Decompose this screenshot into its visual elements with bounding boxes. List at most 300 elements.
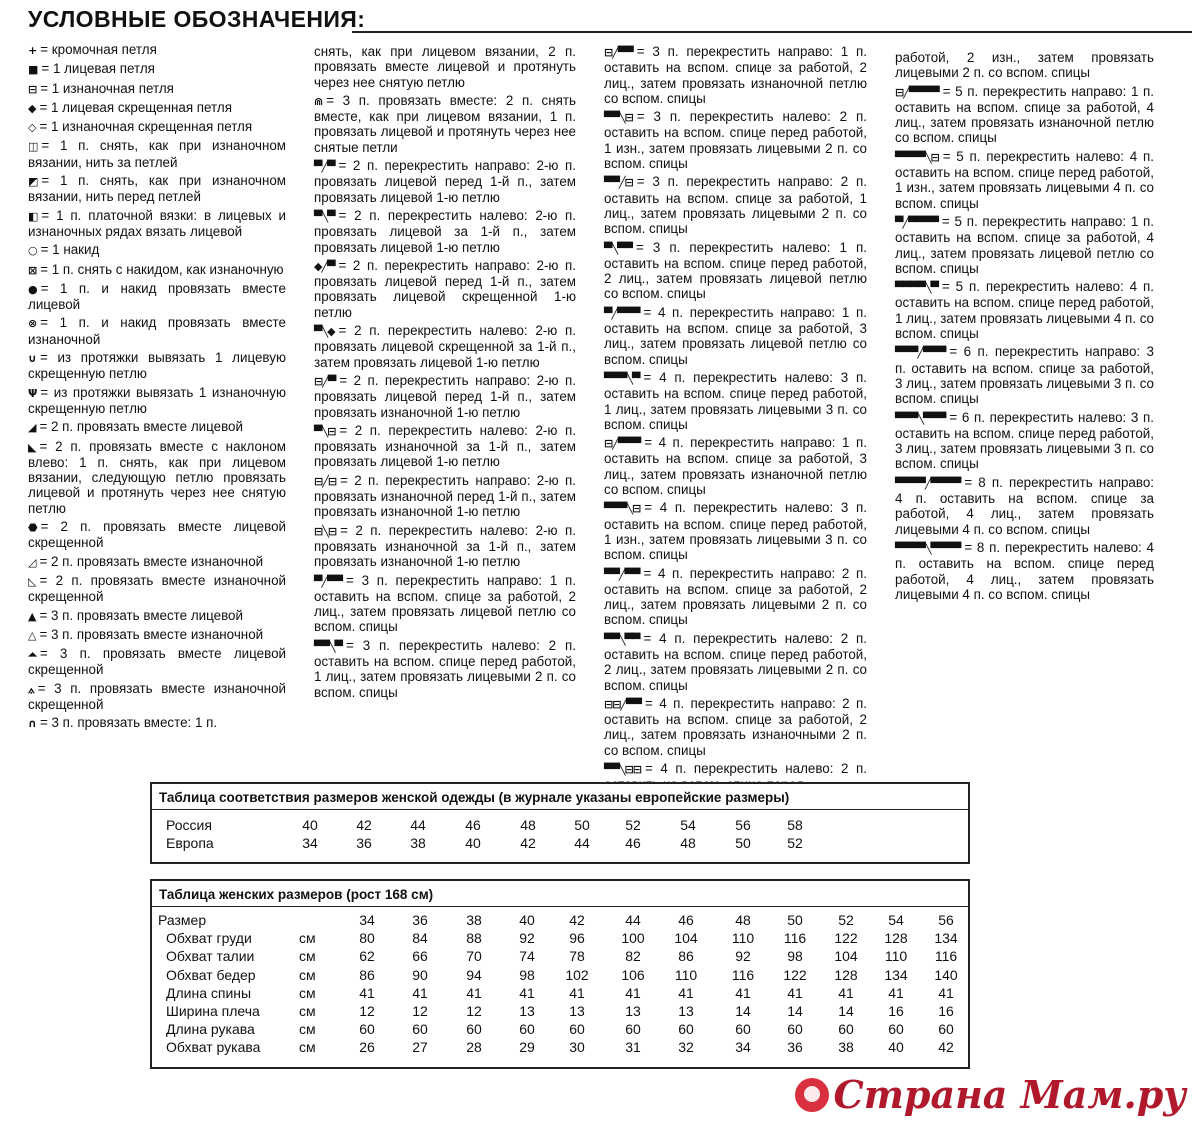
- stitch-symbol-icon: ⊟╱▀▀▀▀: [895, 85, 939, 99]
- table-cell: 60: [569, 1021, 585, 1038]
- stitch-symbol-icon: ▀▀╲▀: [314, 639, 343, 653]
- table-cell: 38: [838, 1039, 854, 1056]
- legend-text: = 3 п. перекрестить налево: 1 п. оставить на вспом. спице перед работой, 2 лиц., затем провязать лицевой петлю со вспом. спицы: [604, 239, 867, 302]
- legend-text: = 3 п. перекрестить направо: 1 п. оставить на вспом. спице за работой, 2 лиц., затем провязать изнаночной петлю со вспом. спицы: [604, 44, 867, 106]
- table-row: [152, 929, 968, 947]
- legend-entry: [28, 554, 286, 570]
- legend-text: = 4 п. перекрестить направо: 2 п. оставить на вспом. спице за работой, 2 лиц., затем провязать лицевыми 2 п. со вспом. спицы: [604, 565, 867, 628]
- table-cell: 40: [888, 1039, 904, 1056]
- row-label: Обхват рукава: [166, 1039, 261, 1056]
- table-cell: 50: [574, 817, 590, 833]
- table-cell: 41: [787, 984, 803, 1001]
- legend-text: = 4 п. перекрестить налево: 3 п. оставить на вспом. спице перед работой, 1 изн., затем провязать лицевыми 3 п. со вспом. спицы: [604, 500, 867, 563]
- legend-entry: [604, 631, 867, 693]
- legend-text: = 5 п. перекрестить налево: 4 п. оставить на вспом. спице перед работой, 1 лиц., затем провязать лицевыми 4 п. со вспом. спицы: [895, 279, 1154, 342]
- legend-entry: [895, 475, 1154, 537]
- legend-entry: [604, 696, 867, 758]
- legend-entry: [895, 149, 1154, 211]
- table-cell: 32: [678, 1039, 694, 1056]
- logo-text: Страна Мам.ру: [833, 1072, 1186, 1117]
- legend-entry: [28, 119, 286, 135]
- legend-text: = 1 лицевая скрещенная петля: [39, 99, 232, 115]
- row-label: Россия: [166, 817, 212, 833]
- table-cell: 134: [884, 966, 908, 983]
- row-label: Обхват груди: [166, 930, 252, 947]
- table-cell: 12: [412, 1002, 428, 1019]
- legend-entry: [314, 258, 576, 320]
- table-cell: 41: [569, 984, 585, 1001]
- table-cell: 60: [888, 1021, 904, 1038]
- stitch-symbol-icon: ○: [28, 244, 37, 258]
- legend-entry: [604, 305, 867, 367]
- table-cell: 62: [359, 948, 375, 965]
- legend-entry: [28, 627, 286, 643]
- table-cell: 96: [569, 930, 585, 947]
- table-cell: 66: [412, 948, 428, 965]
- legend-text: = 6 п. перекрестить направо: 3 п. оставить на вспом. спице за работой, 3 лиц., затем провязать лицевыми 3 п. со вспом. спицы: [895, 344, 1154, 407]
- legend-entry: [895, 50, 1154, 81]
- size-header-cell: 46: [678, 912, 694, 928]
- table-cell: 13: [678, 1002, 694, 1019]
- row-label: Европа: [166, 835, 214, 851]
- table-cell: 41: [412, 984, 428, 1001]
- legend-text: = 3 п. провязать вместе изнаночной: [39, 626, 264, 642]
- legend-text: = 1 изнаночная петля: [40, 80, 174, 96]
- table-cell: 36: [356, 835, 372, 851]
- women-sizes-title: Таблица женских размеров (рост 168 см): [152, 881, 968, 907]
- unit-label: см: [299, 1039, 316, 1056]
- legend-text: = 4 п. перекрестить направо: 2 п. оставить на вспом. спице за работой, 2 лиц., затем провязать изнаночными 2 п. со вспом. спицы: [604, 695, 867, 758]
- table-cell: 58: [787, 817, 803, 833]
- legend-entry: [314, 573, 576, 635]
- size-correspondence-rows: [152, 810, 968, 852]
- table-cell: 86: [678, 948, 694, 965]
- legend-text: = 3 п. перекрестить направо: 2 п. оставить на вспом. спице за работой, 1 лиц., затем провязать лицевыми 2 п. со вспом. спицы: [604, 174, 867, 237]
- table-cell: 16: [938, 1002, 954, 1019]
- legend-entry: [604, 566, 867, 628]
- table-row: [152, 966, 968, 984]
- size-header-cell: 54: [888, 912, 904, 928]
- site-logo: [795, 1072, 1186, 1117]
- legend-text: = кромочная петля: [40, 42, 157, 57]
- stitch-symbol-icon: ▀▀╱▀▀: [604, 567, 640, 581]
- legend-text: = 5 п. перекрестить налево: 4 п. оставить на вспом. спице перед работой, 1 изн., затем провязать лицевыми 4 п. со вспом. спицы: [895, 148, 1154, 211]
- table-cell: 13: [569, 1002, 585, 1019]
- legend-entry: [604, 44, 867, 106]
- table-cell: 14: [838, 1002, 854, 1019]
- size-header-cell: 34: [359, 912, 375, 928]
- legend-entry: [314, 208, 576, 255]
- table-cell: 110: [731, 930, 755, 947]
- legend-text: = 5 п. перекрестить направо: 1 п. оставить на вспом. спице за работой, 4 лиц., затем провязать изнаночной петлю со вспом. спицы: [895, 83, 1154, 146]
- stitch-symbol-icon: ⊟: [28, 82, 37, 96]
- legend-column-3: [604, 44, 867, 796]
- legend-entry: [28, 608, 286, 624]
- table-cell: 98: [787, 948, 803, 965]
- legend-entry: [28, 100, 286, 116]
- size-header-cell: 42: [569, 912, 585, 928]
- table-cell: 106: [621, 966, 645, 983]
- table-cell: 60: [678, 1021, 694, 1038]
- unit-label: см: [299, 930, 316, 947]
- legend-text: = 3 п. перекрестить направо: 1 п. оставить на вспом. спице за работой, 2 лиц., затем провязать лицевой петлю со вспом. спицы: [314, 572, 576, 635]
- table-cell: 102: [565, 966, 589, 983]
- table-cell: 41: [466, 984, 482, 1001]
- table-cell: 38: [410, 835, 426, 851]
- legend-text: = 2 п. перекрестить направо: 2-ю п. провязать изнаночной перед 1-й п., затем провязать изнаночной 1-ю петлю: [314, 472, 576, 520]
- legend-text: = 4 п. перекрестить налево: 2 п. оставить на вспом. спице перед работой, 2 лиц., затем провязать лицевыми 2 п. со вспом. спицы: [604, 630, 867, 693]
- stitch-symbol-icon: ▀▀▀╲⊟: [604, 502, 641, 516]
- table-cell: 14: [787, 1002, 803, 1019]
- legend-text: = 2 п. перекрестить налево: 2-ю п. провязать изнаночной за 1-й п., затем провязать лицевой 1-ю петлю: [314, 422, 576, 470]
- legend-column-4: [895, 50, 1154, 605]
- row-label: Длина спины: [166, 984, 252, 1001]
- size-header-cell: 50: [787, 912, 803, 928]
- legend-entry: [28, 281, 286, 313]
- table-cell: 84: [412, 930, 428, 947]
- women-sizes-table: [150, 879, 970, 1069]
- stitch-symbol-icon: ⊟⊟╱▀▀: [604, 697, 641, 711]
- legend-entry: [314, 93, 576, 155]
- legend-entry: [28, 419, 286, 435]
- legend-entry: [28, 81, 286, 97]
- table-row: [152, 816, 968, 834]
- legend-entry: [314, 323, 576, 370]
- table-row: [152, 834, 968, 852]
- table-cell: 140: [934, 966, 958, 983]
- table-cell: 128: [884, 930, 908, 947]
- legend-text: = 2 п. перекрестить налево: 2-ю п. провязать лицевой за 1-й п., затем провязать лицевой 1-ю петлю: [314, 207, 576, 255]
- header-label: Размер: [158, 912, 207, 928]
- legend-text: = 6 п. перекрестить налево: 3 п. оставить на вспом. спице перед работой, 3 лиц., затем провязать лицевыми 3 п. со вспом. спицы: [895, 409, 1154, 472]
- legend-entry: [28, 42, 286, 58]
- stitch-symbol-icon: ◺: [28, 574, 36, 588]
- stitch-symbol-icon: ▀╱▀: [314, 160, 335, 174]
- table-cell: 80: [359, 930, 375, 947]
- stitch-symbol-icon: ▀▀▀▀╱▀▀▀▀: [895, 476, 961, 490]
- legend-text: = 3 п. провязать вместе лицевой скрещенной: [28, 646, 286, 678]
- legend-entry: [314, 44, 576, 90]
- stitch-symbol-icon: ⊟╱▀▀▀: [604, 437, 641, 451]
- stitch-symbol-icon: ▀▀▀▀╲▀▀▀▀: [895, 541, 961, 555]
- size-header-cell: 48: [735, 912, 751, 928]
- stitch-symbol-icon: ◢: [28, 421, 36, 435]
- table-cell: 12: [359, 1002, 375, 1019]
- table-cell: 74: [519, 948, 535, 965]
- table-cell: 12: [466, 1002, 482, 1019]
- table-cell: 36: [787, 1039, 803, 1056]
- table-cell: 40: [302, 817, 318, 833]
- legend-text: = 3 п. перекрестить налево: 2 п. оставить на вспом. спице перед работой, 1 лиц., затем провязать лицевыми 2 п. со вспом. спицы: [314, 637, 576, 700]
- legend-entry: [28, 173, 286, 205]
- table-row: [152, 1002, 968, 1020]
- table-cell: 44: [410, 817, 426, 833]
- legend-text: = 4 п. перекрестить налево: 2 п.: [644, 761, 867, 777]
- table-cell: 122: [834, 930, 858, 947]
- stitch-symbol-icon: ▲: [28, 609, 36, 623]
- table-row: [152, 984, 968, 1002]
- legend-entry: [314, 523, 576, 570]
- row-label: Ширина плеча: [166, 1002, 260, 1019]
- legend-entry: [314, 473, 576, 520]
- table-cell: 34: [735, 1039, 751, 1056]
- table-cell: 116: [934, 948, 958, 965]
- stitch-symbol-icon: ▀╱▀▀: [314, 574, 343, 588]
- legend-entry: [895, 344, 1154, 406]
- legend-text: = 3 п. провязать вместе: 1 п.: [39, 715, 218, 731]
- table-cell: 128: [834, 966, 858, 983]
- table-cell: 116: [783, 930, 807, 947]
- legend-entry: [28, 315, 286, 347]
- legend-text: = 2 п. провязать вместе изнаночной: [39, 553, 264, 569]
- stitch-symbol-icon: ▀╲⊟: [314, 424, 336, 438]
- legend-text: = 2 п. провязать вместе лицевой скрещенной: [28, 519, 286, 551]
- row-label: Длина рукава: [166, 1021, 255, 1038]
- title-divider: [352, 31, 1192, 33]
- legend-text: = 4 п. перекрестить направо: 1 п. оставить на вспом. спице за работой, 3 лиц., затем провязать лицевой петлю со вспом. спицы: [604, 304, 867, 367]
- legend-entry: [28, 439, 286, 516]
- legend-text: работой, 2 изн., затем провязать лицевыми 2 п. со вспом. спицы: [895, 50, 1154, 81]
- size-header-cell: 40: [519, 912, 535, 928]
- table-cell: 41: [678, 984, 694, 1001]
- legend-column-2: [314, 44, 576, 703]
- unit-label: см: [299, 1021, 316, 1038]
- legend-text: = 3 п. провязать вместе изнаночной скрещенной: [28, 680, 286, 712]
- table-cell: 41: [735, 984, 751, 1001]
- table-cell: 122: [783, 966, 807, 983]
- stitch-symbol-icon: ◆╱▀: [314, 259, 335, 273]
- legend-text: = 2 п. провязать вместе с наклоном влево: 1 п. снять, как при лицевом вязании, следующую петлю провязать лицевой и протянуть через нее снятую петлю: [28, 438, 286, 516]
- table-cell: 60: [938, 1021, 954, 1038]
- stitch-symbol-icon: ◇: [28, 121, 36, 135]
- size-header-cell: 56: [938, 912, 954, 928]
- stitch-symbol-icon: ▀╲▀▀: [604, 241, 633, 255]
- legend-entry: [28, 573, 286, 605]
- table-cell: 48: [680, 835, 696, 851]
- table-cell: 41: [838, 984, 854, 1001]
- table-cell: 92: [519, 930, 535, 947]
- table-cell: 42: [520, 835, 536, 851]
- legend-entry: [895, 410, 1154, 472]
- table-cell: 78: [569, 948, 585, 965]
- legend-text: = 8 п. перекрестить налево: 4 п. оставить на вспом. спице перед работой, 4 лиц., затем провязать лицевыми 4 п. со вспом. спицы: [895, 539, 1154, 602]
- legend-text: = 1 п. и накид провязать вместе лицевой: [28, 280, 286, 313]
- table-cell: 52: [787, 835, 803, 851]
- stitch-symbol-icon: ⟑: [28, 682, 34, 696]
- table-cell: 60: [412, 1021, 428, 1038]
- stitch-symbol-icon: ■: [28, 63, 38, 77]
- stitch-symbol-icon: △: [28, 628, 36, 642]
- size-header-cell: 36: [412, 912, 428, 928]
- table-cell: 28: [466, 1039, 482, 1056]
- legend-text: = 1 п. снять с накидом, как изнаночную: [40, 261, 284, 277]
- unit-label: см: [299, 1002, 316, 1019]
- table-row: [152, 1020, 968, 1038]
- legend-entry: [28, 208, 286, 240]
- page-title: УСЛОВНЫЕ ОБОЗНАЧЕНИЯ:: [28, 6, 366, 32]
- table-cell: 86: [359, 966, 375, 983]
- legend-entry: [895, 214, 1154, 276]
- stitch-symbol-icon: ⬣: [28, 521, 37, 535]
- legend-text: = 1 лицевая петля: [41, 61, 155, 77]
- stitch-symbol-icon: ◣: [28, 440, 36, 454]
- legend-text: = 3 п. перекрестить налево: 2 п. оставить на вспом. спице перед работой, 1 изн., затем провязать лицевыми 2 п. со вспом. спицы: [604, 109, 867, 172]
- stitch-symbol-icon: +: [28, 44, 37, 57]
- table-cell: 60: [787, 1021, 803, 1038]
- stitch-symbol-icon: ◆: [28, 101, 36, 115]
- row-label: Обхват бедер: [166, 966, 256, 983]
- logo-icon: [795, 1078, 829, 1112]
- table-cell: 41: [359, 984, 375, 1001]
- table-cell: 88: [466, 930, 482, 947]
- legend-entry: [895, 279, 1154, 341]
- legend-entry: [895, 540, 1154, 602]
- legend-text: = 2 п. перекрестить направо: 2-ю п. провязать лицевой перед 1-й п., затем провязать лицевой 1-ю петлю: [314, 158, 576, 205]
- table-cell: 31: [625, 1039, 641, 1056]
- table-cell: 134: [934, 930, 958, 947]
- table-cell: 34: [302, 835, 318, 851]
- size-header-cell: 52: [838, 912, 854, 928]
- legend-entry: [28, 242, 286, 258]
- stitch-symbol-icon: ◩: [28, 175, 38, 189]
- table-cell: 13: [625, 1002, 641, 1019]
- stitch-symbol-icon: ◿: [28, 555, 36, 569]
- table-cell: 30: [569, 1039, 585, 1056]
- table-cell: 41: [938, 984, 954, 1001]
- stitch-symbol-icon: ▀▀╲▀▀: [604, 632, 640, 646]
- table-cell: 60: [519, 1021, 535, 1038]
- legend-text: = 1 изнаночная скрещенная петля: [39, 119, 253, 135]
- legend-text: = 3 п. провязать вместе: 2 п. снять вместе, как при лицевом вязании, 1 п. провязать лицевой и протянуть через нее снятые петли: [314, 92, 576, 155]
- table-cell: 60: [466, 1021, 482, 1038]
- legend-entry: [28, 138, 286, 170]
- table-cell: 94: [466, 966, 482, 983]
- table-cell: 116: [731, 966, 755, 983]
- stitch-symbol-icon: ⊟╲⊟: [314, 524, 337, 538]
- stitch-symbol-icon: ⋒: [314, 94, 323, 108]
- stitch-symbol-icon: ▀╲▀: [314, 209, 335, 223]
- legend-entry: [604, 370, 867, 432]
- unit-label: см: [299, 948, 316, 965]
- table-cell: 13: [519, 1002, 535, 1019]
- legend-text: = 1 п. платочной вязки: в лицевых и изнаночных рядах вязать лицевой: [28, 207, 286, 239]
- legend-entry: [895, 84, 1154, 146]
- stitch-symbol-icon: ▀▀▀▀╲▀: [895, 281, 938, 295]
- legend-text: = 2 п. перекрестить налево: 2-ю п. провязать изнаночной за 1-й п., затем провязать изнаночной 1-ю петлю: [314, 522, 576, 570]
- table-cell: 60: [838, 1021, 854, 1038]
- legend-text: = 1 п. снять, как при изнаночном вязании, нить перед петлей: [28, 173, 286, 205]
- legend-text: = 1 накид: [40, 242, 100, 258]
- legend-entry: [604, 240, 867, 302]
- stitch-symbol-icon: ▀▀▀▀╲⊟: [895, 150, 939, 164]
- table-cell: 104: [674, 930, 698, 947]
- stitch-symbol-icon: ⊠: [28, 263, 37, 277]
- size-correspondence-table: [150, 782, 970, 864]
- legend-text: = 2 п. провязать вместе изнаночной скрещенной: [28, 572, 286, 605]
- stitch-symbol-icon: Ψ: [28, 386, 37, 400]
- table-cell: 42: [938, 1039, 954, 1056]
- legend-entry: [28, 519, 286, 551]
- stitch-symbol-icon: ●: [28, 282, 37, 296]
- legend-text: = 2 п. перекрестить направо: 2-ю п. провязать лицевой перед 1-й п., затем провязать изнаночной 1-ю петлю: [314, 372, 576, 420]
- stitch-symbol-icon: ▀▀▀╲▀: [604, 371, 640, 385]
- table-cell: 60: [735, 1021, 751, 1038]
- table-cell: 14: [735, 1002, 751, 1019]
- stitch-symbol-icon: ▀▀╲⊟: [604, 111, 633, 125]
- table-cell: 104: [834, 948, 858, 965]
- unit-label: см: [299, 966, 316, 983]
- size-header-cell: 38: [466, 912, 482, 928]
- table-cell: 42: [356, 817, 372, 833]
- women-sizes-rows: [152, 907, 968, 1057]
- legend-entry: [314, 158, 576, 205]
- table-cell: 110: [674, 966, 698, 983]
- legend-text: = 8 п. перекрестить направо: 4 п. оставить на вспом. спице за работой, 4 лиц., затем провязать лицевыми 4 п. со вспом. спицы: [895, 474, 1154, 537]
- table-cell: 40: [465, 835, 481, 851]
- legend-entry: [28, 262, 286, 278]
- legend-entry: [28, 61, 286, 77]
- legend-text: = 1 п. снять, как при изнаночном вязании, нить за петлей: [28, 138, 286, 170]
- legend-text: = 3 п. провязать вместе лицевой: [39, 607, 243, 623]
- table-cell: 90: [412, 966, 428, 983]
- legend-text: = 4 п. перекрестить налево: 3 п. оставить на вспом. спице перед работой, 1 лиц., затем провязать лицевыми 3 п. со вспом. спицы: [604, 369, 867, 432]
- table-row: [152, 947, 968, 965]
- table-cell: 56: [735, 817, 751, 833]
- legend-entry: [28, 350, 286, 382]
- legend-entry: [604, 500, 867, 562]
- legend-text: = 2 п. провязать вместе лицевой: [39, 419, 243, 435]
- stitch-symbol-icon: ▀╱▀▀▀: [604, 306, 640, 320]
- table-cell: 41: [625, 984, 641, 1001]
- table-cell: 48: [520, 817, 536, 833]
- legend-entry: [314, 638, 576, 700]
- stitch-symbol-icon: ∪: [28, 352, 36, 366]
- table-cell: 60: [359, 1021, 375, 1038]
- table-cell: 46: [625, 835, 641, 851]
- table-cell: 50: [735, 835, 751, 851]
- stitch-symbol-icon: ⊟╱⊟: [314, 474, 337, 488]
- legend-text: = 1 п. и накид провязать вместе изнаночной: [28, 315, 286, 347]
- stitch-symbol-icon: ▀▀╱⊟: [604, 176, 633, 190]
- stitch-symbol-icon: ▀▀╲⊟⊟: [604, 763, 641, 777]
- table-cell: 26: [359, 1039, 375, 1056]
- stitch-symbol-icon: ⊟╱▀▀: [604, 46, 633, 59]
- size-correspondence-title: Таблица соответствия размеров женской одежды (в журнале указаны европейские размеры): [152, 784, 968, 810]
- table-cell: 92: [735, 948, 751, 965]
- legend-entry: [28, 385, 286, 417]
- legend-entry: [28, 681, 286, 713]
- legend-text: = из протяжки вывязать 1 изнаночную скрещенную петлю: [28, 384, 286, 416]
- stitch-symbol-icon: ▀▀▀╲▀▀▀: [895, 411, 946, 425]
- legend-text: = 4 п. перекрестить направо: 1 п. оставить на вспом. спице за работой, 3 лиц., затем провязать изнаночной петлю со вспом. спицы: [604, 435, 867, 498]
- stitch-symbol-icon: ▀╲◆: [314, 325, 335, 339]
- unit-label: см: [299, 984, 316, 1001]
- table-cell: 52: [625, 817, 641, 833]
- table-cell: 54: [680, 817, 696, 833]
- legend-entry: [604, 109, 867, 171]
- legend-entry: [314, 373, 576, 420]
- table-row: [152, 1038, 968, 1056]
- table-cell: 29: [519, 1039, 535, 1056]
- table-cell: 46: [465, 817, 481, 833]
- table-cell: 41: [888, 984, 904, 1001]
- legend-text: = 5 п. перекрестить направо: 1 п. оставить на вспом. спице за работой, 4 лиц., затем провязать лицевой петлю со вспом. спицы: [895, 213, 1154, 276]
- row-label: Обхват талии: [166, 948, 255, 965]
- stitch-symbol-icon: ▀▀▀╱▀▀▀: [895, 346, 946, 360]
- stitch-symbol-icon: ∩: [28, 717, 36, 731]
- legend-text: = 2 п. перекрестить направо: 2-ю п. провязать лицевой перед 1-й п., затем провязать лицевой скрещенной 1-ю петлю: [314, 257, 576, 320]
- table-cell: 60: [625, 1021, 641, 1038]
